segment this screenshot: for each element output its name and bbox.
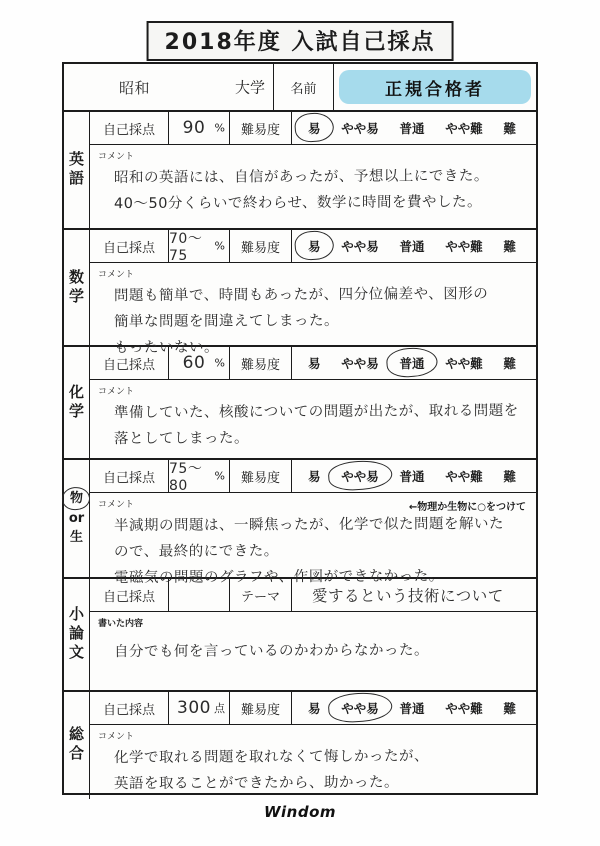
handwritten-comment: 落としてしまった。: [113, 430, 250, 447]
difficulty-options: [292, 460, 536, 492]
subject-math: 数学: [64, 230, 90, 345]
section-math: [64, 230, 536, 356]
difficulty-option: 難: [503, 121, 516, 136]
name-label-cell: 名前: [274, 64, 334, 110]
comment-label: コメント: [98, 387, 135, 397]
difficulty-option: 易: [308, 701, 321, 716]
difficulty-option: やや易: [341, 469, 379, 484]
self-score-value: 90 %: [169, 112, 230, 144]
difficulty-option: 普通: [399, 701, 425, 716]
header-row: [64, 64, 536, 112]
difficulty-label: 難易度: [230, 347, 292, 379]
self-score-value: 75〜80 %: [169, 460, 230, 492]
subject-chemistry: 化学: [64, 347, 90, 458]
comment-label: コメント: [98, 732, 135, 742]
handwritten-comment: もったいない。: [113, 339, 220, 356]
handwritten-comment: 40〜50分くらいで終わらせ、数学に時間を費やした。: [113, 193, 483, 212]
subject-essay: 小論文: [64, 579, 90, 690]
unit-label: %: [214, 121, 225, 135]
subject-english: 英語: [64, 112, 90, 228]
section-overall: [64, 692, 536, 799]
difficulty-label: 難易度: [230, 460, 292, 492]
unit-label: %: [214, 356, 225, 370]
difficulty-options: [292, 112, 536, 144]
self-score-label: 自己採点: [90, 347, 169, 379]
difficulty-option: やや易: [341, 239, 379, 254]
theme-value: 愛するという技術について: [312, 587, 504, 605]
difficulty-option: 普通: [399, 239, 425, 254]
difficulty-option: 易: [308, 356, 321, 371]
difficulty-options: [292, 230, 536, 262]
unit-label: %: [214, 239, 225, 253]
handwritten-comment: 英語を取ることができたから、助かった。: [113, 774, 400, 792]
handwritten-comment: ので、最終的にできた。: [113, 543, 279, 560]
windom-logo: Windom: [263, 803, 337, 821]
university-handwritten-value: 昭和: [119, 78, 151, 97]
difficulty-option: 難: [503, 239, 516, 254]
handwritten-comment: 簡単な問題を間違えてしまった。: [113, 312, 340, 330]
comment-label: コメント: [98, 500, 135, 510]
handwritten-comment: 半減期の問題は、一瞬焦ったが、化学で似た問題を解いた: [113, 516, 505, 535]
self-score-value: 300 点: [169, 692, 230, 724]
handwritten-comment: 化学で取れる問題を取れなくて悔しかったが、: [113, 748, 430, 767]
unit-label: %: [214, 469, 225, 483]
self-score-value: 70〜75 %: [169, 230, 230, 262]
handwritten-comment: 問題も簡単で、時間もあったが、四分位偏差や、図形の: [113, 286, 489, 305]
handwritten-comment: 電磁気の問題のグラフや、作図ができなかった。: [113, 567, 444, 586]
physics-or-biology-note: ←物理か生物に○をつけて: [408, 502, 526, 513]
subject-overall: 総合: [64, 692, 90, 799]
difficulty-option: やや難: [445, 239, 483, 254]
section-essay: [64, 579, 536, 692]
difficulty-option: やや易: [341, 121, 379, 136]
result-highlight-badge: 正規合格者: [339, 70, 531, 104]
self-score-label: 自己採点: [90, 692, 169, 724]
difficulty-option: 普通: [399, 469, 425, 484]
self-score-value: 60 %: [169, 347, 230, 379]
handwritten-comment: 昭和の英語には、自信があったが、予想以上にできた。: [113, 168, 489, 187]
comment-area: [90, 493, 536, 592]
difficulty-option: 難: [503, 469, 516, 484]
difficulty-option: 易: [308, 239, 321, 254]
self-score-label: 自己採点: [90, 112, 169, 144]
comment-area: [90, 263, 536, 362]
difficulty-option: 難: [503, 701, 516, 716]
self-score-label: 自己採点: [90, 579, 169, 611]
theme-label: テーマ: [230, 579, 292, 611]
difficulty-option: 普通: [399, 356, 425, 371]
comment-label: コメント: [98, 270, 135, 280]
comment-area: [90, 725, 536, 799]
difficulty-label: 難易度: [230, 230, 292, 262]
unit-label: 点: [214, 702, 225, 715]
comment-label: コメント: [98, 152, 135, 162]
comment-area: [90, 145, 536, 228]
difficulty-option: 難: [503, 356, 516, 371]
score-form-table: [62, 62, 538, 795]
university-label: 大学: [234, 78, 265, 97]
page-title: 2018年度 入試自己採点: [147, 21, 454, 61]
written-content-label: 書いた内容: [98, 619, 144, 629]
self-score-label: 自己採点: [90, 460, 169, 492]
difficulty-option: やや難: [445, 121, 483, 136]
difficulty-option: やや難: [445, 469, 483, 484]
difficulty-option: 易: [308, 469, 321, 484]
self-score-label: 自己採点: [90, 230, 169, 262]
comment-area: [90, 380, 536, 458]
name-value-cell: [334, 64, 536, 110]
difficulty-label: 難易度: [230, 112, 292, 144]
handwritten-comment: 準備していた、核酸についての問題が出たが、取れる問題を: [113, 402, 519, 422]
difficulty-option: 普通: [399, 121, 425, 136]
section-physics-or-biology: [64, 460, 536, 586]
difficulty-label: 難易度: [230, 692, 292, 724]
university-cell: [64, 64, 274, 110]
difficulty-option: やや難: [445, 356, 483, 371]
difficulty-option: やや易: [341, 701, 379, 716]
circled-physics-choice: 物: [70, 489, 83, 509]
difficulty-option: やや易: [341, 356, 379, 371]
section-english: [64, 112, 536, 230]
handwritten-comment: 自分でも何を言っているのかわからなかった。: [113, 642, 430, 661]
self-score-value-empty: [169, 579, 230, 611]
section-chemistry: [64, 347, 536, 460]
difficulty-options: [292, 692, 536, 724]
difficulty-option: 易: [308, 121, 321, 136]
subject-physics-or-biology: 物 or 生: [64, 460, 90, 577]
comment-area: [90, 612, 536, 690]
difficulty-option: やや難: [445, 701, 483, 716]
